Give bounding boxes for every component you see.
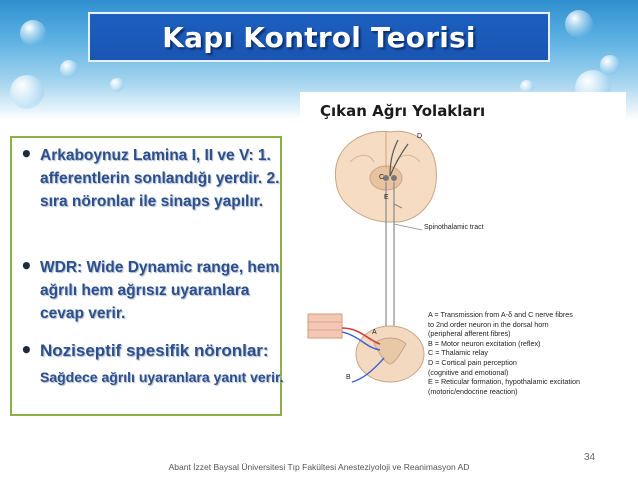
spinal-cord-section — [356, 326, 424, 382]
legend-line: D = Cortical pain perception — [428, 357, 517, 367]
bullet-2-body: Wide Dynamic range, hem ağrılı hem ağrısız uyaranlara cevap verir. — [40, 259, 280, 322]
bullet-marker: • — [20, 338, 33, 362]
label-c: C — [379, 174, 385, 181]
slide-title: Kapı Kontrol Teorisi — [162, 20, 476, 54]
legend-line: B = Motor neuron excitation (reflex) — [428, 338, 541, 348]
label-e: E — [384, 194, 389, 201]
bullet-3-text — [40, 338, 285, 390]
legend-line: (motoric/endocrine reaction) — [428, 386, 518, 396]
label-d: D — [417, 133, 423, 140]
figure-title: Çıkan Ağrı Yolakları — [320, 102, 486, 120]
slide-title-box — [88, 12, 550, 62]
tract-label: Spinothalamic tract — [424, 224, 484, 231]
pain-pathway-figure — [300, 92, 626, 410]
bullet-2-strong: WDR: — [40, 259, 83, 276]
bullet-1-text: Arkaboynuz Lamina I, II ve V: 1. afferentlerin sonlandığı yerdir. 2. sıra nöronlar ile sinaps yapılır. — [40, 147, 280, 210]
legend-line: (peripheral afferent fibres) — [428, 329, 511, 339]
bullet-box — [10, 136, 282, 416]
legend-line: E = Reticular formation, hypothalamic excitation — [428, 377, 581, 387]
figure-legend — [428, 310, 618, 396]
label-a: A — [372, 329, 377, 336]
bullet-3-body: Sağdece ağrılı uyaranlara yanıt verir. — [40, 369, 284, 385]
page-number: 34 — [584, 452, 596, 463]
slide-footer: Abant İzzet Baysal Üniversitesi Tıp Fakültesi Anesteziyoloji ve Reanimasyon AD — [168, 462, 470, 472]
legend-line: A = Transmission from A-δ and C nerve fibres — [428, 310, 573, 319]
bullet-marker: • — [20, 254, 33, 278]
legend-line: to 2nd order neuron in the dorsal horn — [428, 319, 549, 329]
label-b: B — [346, 374, 351, 381]
legend-line: C = Thalamic relay — [428, 348, 488, 358]
legend-line: (cognitive and emotional) — [428, 367, 509, 377]
bullet-2-text — [40, 256, 285, 325]
skin-tissue — [308, 314, 342, 338]
bullet-3-strong: Noziseptif spesifik nöronlar: — [40, 341, 269, 360]
bullet-marker: • — [20, 142, 33, 166]
